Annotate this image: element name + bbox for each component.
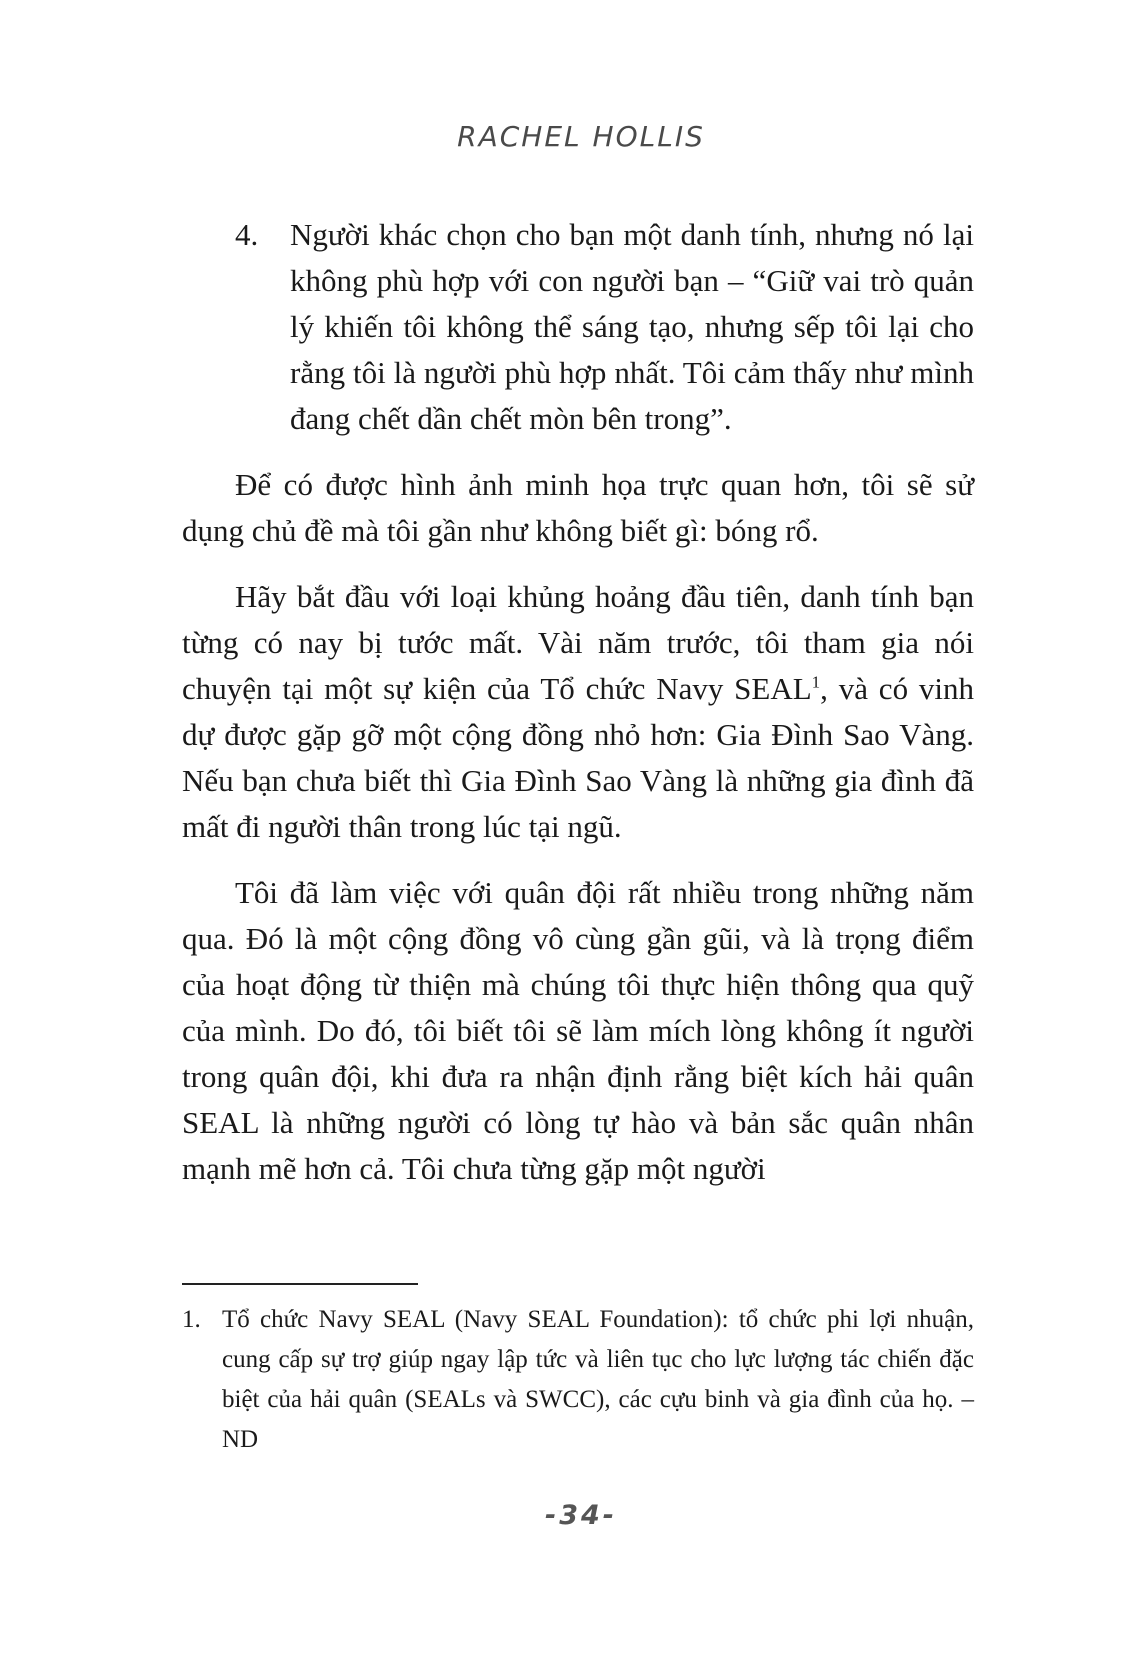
page-number: -34- [545,1500,617,1531]
footnote [182,1300,974,1460]
footnote-divider [182,1283,418,1285]
paragraph-2-text-a: Hãy bắt đầu với loại khủng hoảng đầu tiên, danh tính bạn từng có nay bị tước mất. Vài năm trước, tôi tham gia nói chuyện tại một sự kiện của Tổ chức Navy SEAL [182,579,974,706]
footnote-text: Tổ chức Navy SEAL (Navy SEAL Foundation): tổ chức phi lợi nhuận, cung cấp sự trợ giúp ngay lập tức và liên tục cho lực lượng tác chiến đặc biệt của hải quân (SEALs và SWCC), các cựu binh và gia đình của họ. – ND [222,1306,974,1453]
paragraph-2 [182,574,974,850]
list-item-number: 4. [235,217,259,252]
footnote-item-1 [182,1300,974,1460]
paragraph-2-text-b: , và có vinh dự được gặp gỡ một cộng đồng nhỏ hơn: Gia Đình Sao Vàng. Nếu bạn chưa biết thì Gia Đình Sao Vàng là những gia đình đã mất đi người thân trong lúc tại ngũ. [182,671,974,844]
footnote-reference: 1 [811,672,821,692]
running-head: RACHEL HOLLIS [457,120,705,153]
body-text [182,212,974,1192]
paragraph-1: Để có được hình ảnh minh họa trực quan hơn, tôi sẽ sử dụng chủ đề mà tôi gần như không biết gì: bóng rổ. [182,467,974,548]
footnote-number: 1. [182,1306,201,1333]
list-item-text: Người khác chọn cho bạn một danh tính, nhưng nó lại không phù hợp với con người bạn – “Giữ vai trò quản lý khiến tôi không thể sáng tạo, nhưng sếp tôi lại cho rằng tôi là người phù hợp nhất. Tôi cảm thấy như mình đang chết dần chết mòn bên trong”. [290,217,974,436]
paragraph-3: Tôi đã làm việc với quân đội rất nhiều trong những năm qua. Đó là một cộng đồng vô cùng gần gũi, và là trọng điểm của hoạt động từ thiện mà chúng tôi thực hiện thông qua quỹ của mình. Do đó, tôi biết tôi sẽ làm mích lòng không ít người trong quân đội, khi đưa ra nhận định rằng biệt kích hải quân SEAL là những người có lòng tự hào và bản sắc quân nhân mạnh mẽ hơn cả. Tôi chưa từng gặp một người [182,875,974,1186]
list-item-4 [182,212,974,442]
